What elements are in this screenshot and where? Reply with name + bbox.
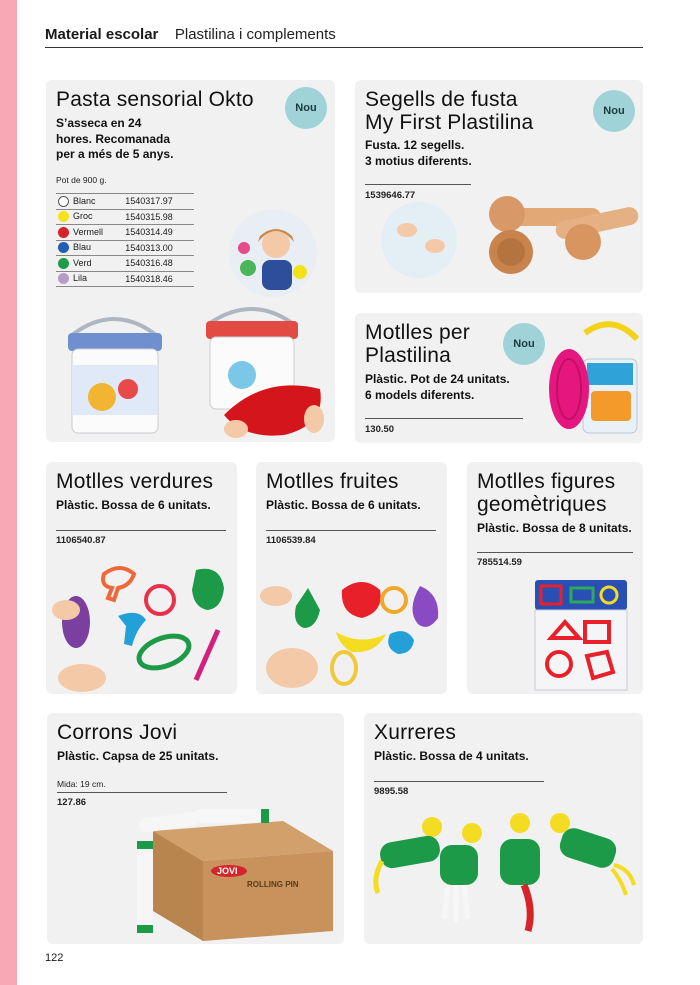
product-card-motlles-plastilina[interactable] <box>355 313 643 443</box>
plasticine-tubs-icon <box>64 305 332 441</box>
page-number: 122 <box>45 952 64 964</box>
vegetable-molds-icon <box>46 560 237 694</box>
product-ref: 130.50 <box>365 424 395 435</box>
molds-tub-icon <box>541 319 641 439</box>
product-ref: 127.86 <box>57 797 87 808</box>
product-card-fruites[interactable] <box>256 462 447 694</box>
product-card-verdures[interactable] <box>46 462 237 694</box>
table-row: Vermell 1540314.49 <box>56 225 194 241</box>
product-card-segells[interactable] <box>355 80 643 293</box>
product-title: Motlles fruites <box>266 470 399 493</box>
subcategory-title: Plastilina i complements <box>174 26 336 43</box>
new-badge: Nou <box>285 87 327 129</box>
new-badge: Nou <box>593 90 635 132</box>
product-ref: 1106540.87 <box>56 535 106 546</box>
child-photo-icon <box>228 208 318 298</box>
box-brand: JOVI <box>217 866 238 876</box>
swatch-icon <box>58 258 69 269</box>
product-title: Motlles per Plastilina <box>365 321 470 368</box>
table-row: Blau 1540313.00 <box>56 240 194 256</box>
product-description: Plàstic. Bossa de 6 unitats. <box>56 498 211 512</box>
product-description: Plàstic. Bossa de 4 unitats. <box>374 749 529 763</box>
product-title: Corrons Jovi <box>57 721 178 744</box>
product-ref: 9895.58 <box>374 786 409 797</box>
table-row: Lila 1540318.46 <box>56 271 194 287</box>
product-title: Motlles figures geomètriques <box>477 470 616 517</box>
product-card-corrons[interactable] <box>47 713 344 944</box>
box-label: ROLLING PIN <box>247 880 299 889</box>
swatch-icon <box>58 211 69 222</box>
product-ref: 785514.59 <box>477 557 522 568</box>
page-edge-strip <box>0 0 17 985</box>
new-badge: Nou <box>503 323 545 365</box>
swatch-icon <box>58 273 69 284</box>
category-title: Material escolar <box>45 26 159 43</box>
wooden-stamps-icon <box>379 190 643 293</box>
product-description: Plàstic. Pot de 24 unitats. 6 models diferents. <box>365 372 510 402</box>
product-title: Xurreres <box>374 721 457 744</box>
product-description: S’asseca en 24 hores. Recomanada per a més de 5 anys. <box>56 116 174 162</box>
product-description: Plàstic. Capsa de 25 unitats. <box>57 749 219 763</box>
product-description: Plàstic. Bossa de 6 unitats. <box>266 498 421 512</box>
table-row: Groc 1540315.98 <box>56 209 194 225</box>
swatch-icon <box>58 196 69 207</box>
swatch-icon <box>58 227 69 238</box>
rolling-pins-box-icon <box>133 801 344 944</box>
product-title: Motlles verdures <box>56 470 214 493</box>
product-description: Fusta. 12 segells. 3 motius diferents. <box>365 138 472 168</box>
page-header <box>45 26 643 48</box>
extruders-icon <box>364 809 643 944</box>
product-card-figures[interactable] <box>467 462 643 694</box>
product-title: Segells de fusta My First Plastilina <box>365 88 534 135</box>
geometric-molds-bag-icon <box>531 578 631 694</box>
product-card-okto[interactable] <box>46 80 335 442</box>
product-card-xurreres[interactable] <box>364 713 643 944</box>
fruit-molds-icon <box>256 572 447 694</box>
table-row: Blanc 1540317.97 <box>56 194 194 210</box>
table-row: Verd 1540316.48 <box>56 256 194 272</box>
product-title: Pasta sensorial Okto <box>56 88 254 111</box>
swatch-icon <box>58 242 69 253</box>
product-description: Plàstic. Bossa de 8 unitats. <box>477 521 632 535</box>
size-note: Pot de 900 g. <box>56 175 107 185</box>
product-ref: 1106539.84 <box>266 535 316 546</box>
size-note: Mida: 19 cm. <box>57 779 106 789</box>
product-ref: 1539646.77 <box>365 190 416 201</box>
variant-table <box>56 193 194 287</box>
